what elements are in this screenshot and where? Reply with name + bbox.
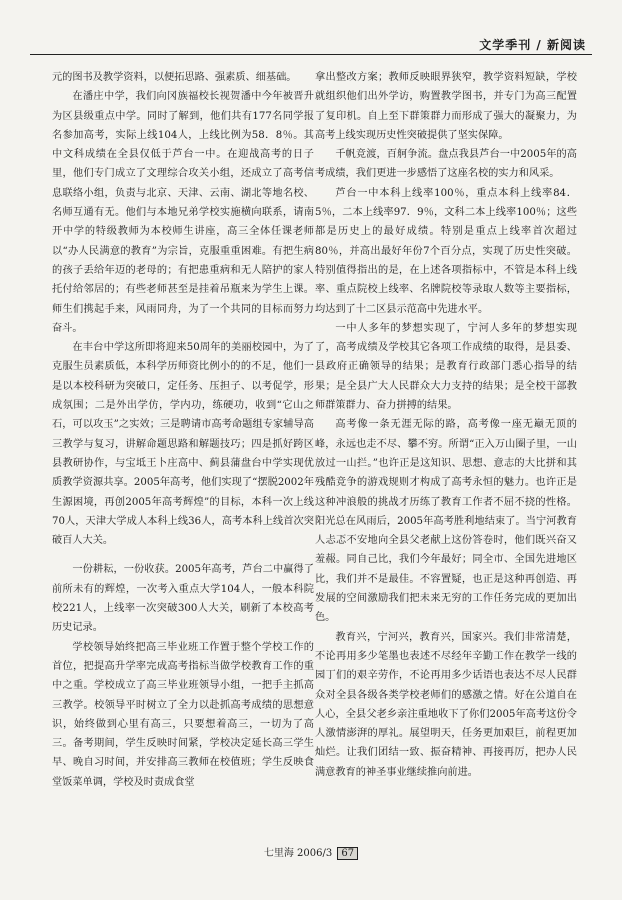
article-paragraph: 拿出整改方案；教师反映眼界狭窄，教学资料短缺，学校就组织他们出外学访，购置教学图书，并专门为高三配置了复印机。自上至下群策群力而形成了强大的凝聚力，为高考上线实现历史性突破提供了坚实保障。 (315, 72, 577, 141)
left-column (52, 68, 314, 828)
article-paragraph: 一份耕耘，一份收获。2005年高考，芦台二中赢得了前所未有的辉煌，一次考入重点大学104人，一般本科院校221人，上线率一次突破300人大关，刷新了本校高考历史记录。 (52, 564, 314, 634)
article-paragraph: 学校领导始终把高三毕业班工作置于整个学校工作的首位，把提高升学率完成高考指标当做学校教育工作的重中之重。学校成立了高三毕业班领导小组，一把手主抓高三教学。校领导平时树立了全力以赴抓高考成绩的思想意识，始终做到心里有高三，只要想着高三，一切为了高三。备考期间，学生反映时间紧，学校决定延长高三学生早、晚自习时间，并安排高三教师在校值班；学生反映食堂饭菜单调，学校及时责成食堂 (52, 641, 314, 788)
article-paragraph: 高考像一条无涯无际的路，高考像一座无巅无顶的峰，永远也走不尽、攀不穷。所谓“正入万山圈子里，一山放过一山拦。”也许正是这知识、思想、意志的大比拼和其残酷竞争的游戏规则才构成了高考永恒的魅力。也许正是这种冲浪般的挑战才历练了教育工作者不屈不挠的性格。阳光总在风雨后，2005年高考胜利地结束了。当宁河教育人忐忑不安地向全县父老献上这份答卷时，他们既兴奋又羞赧。同自己比，我们今年最好；同全市、全国先进地区比，我们并不是最佳。不容置疑，也正是这种再创造、再发展的空间激励我们把未来无穷的工作任务完成的更加出色。 (315, 419, 577, 624)
article-paragraph: 元的图书及教学资料，以便拓思路、强素质、细基础。 (52, 72, 297, 83)
article-paragraph: 一中人多年的梦想实现了，宁河人多年的梦想实现了，高考成绩及学校其它各项工作成绩的取得，是县委、县政府正确领导的结果；是教育行政部门悉心指导的结果；是全县广大人民群众大力支持的结果；是全校干部教师群策群力、奋力拼搏的结果。 (315, 322, 577, 412)
article-paragraph: 芦台一中本科上线率100％，重点本科上线率84．5％，二本上线率97．9％，文科二本上线率100％；这些都是历史上的最好成绩。特别是重点上线率首次超过80％，并高出最好年份7个百分点，实现了历史性突破。特别值得指出的是，在上述各项指标中，不管是本科上线率、重点院校上线率、名牌院校等录取人数等主要指标，均达到了十二区县示范高中先进水平。 (315, 187, 577, 315)
article-paragraph: 在潘庄中学，我们向冈族福校长视贺潘中今年被晋升为区县级重点中学。同时了解到，他们共有177名同学报名参加高考，实际上线104人，上线比例为58．8％。其中文科成绩在全县仅低于芦台一中。在迎战高考的日子里，他们专门成立了文理综合攻关小组，还成立了高考信息联络小组，负责与北京、天津、云南、湖北等地名校、名师互通有无。他们与本地兄弟学校实施横向联系，请南开中学的特级教师为本校师生讲座，高三全体任课老师以“办人民满意的教育”为宗旨，克服重重困难。有把生病的孩子丢给年迈的老母的；有把患重病和无人陪护的家人托付给邻居的；有些老师甚至是挂着吊瓶来为学生上课。师生们携起手来，风雨同舟，为了一个共同的目标而努力奋斗。 (52, 91, 314, 334)
page-number: 67 (337, 847, 358, 860)
right-column (315, 68, 577, 828)
page-footer (0, 844, 622, 860)
article-paragraph: 在丰台中学这所即将迎来50周年的美丽校园中，为了克服生员素质低，本科学历师资比例小的的不足，他们一是以本校科研为突破口，定任务、压担子、以考促学，形成氛围；二是外出学仿，学内功，练硬功，收到“它山之石，可以攻玉”之实效；三是聘请市高考命题组专家辅导高三教学与复习，讲解命题思路和解题技巧；四是抓好跨区县教研协作，与宝坻王卜庄高中、蓟县蒲盘台中学实现优质教学资源共享。2005年高考，他们实现了“摆脱2002年生源困境，再创2005年高考辉煌”的目标，本科一次上线70人，天津大学成人本科上线36人，高考本科上线首次突破百人大关。 (52, 342, 314, 547)
footer-journal: 七里海 2006/3 (263, 848, 333, 859)
journal-section-title: 文学季刊 / 新阅读 (479, 38, 586, 52)
article-paragraph: 教育兴，宁河兴，教育兴，国家兴。我们非常清楚，不论再用多少笔墨也表述不尽经年辛勤工作在教学一线的园丁们的艰辛劳作，不论再用多少话语也表达不尽人民群众对全县各级各类学校老师们的感激之情。好在公道自在人心，全县父老乡亲注重地收下了你们2005年高考这份令人激情澎湃的厚礼。展望明天，任务更加艰巨，前程更加灿烂。让我们团结一致、振奋精神、再接再厉，把办人民满意教育的神圣事业继续推向前进。 (315, 631, 577, 778)
article-paragraph: 千帆竞渡，百舸争流。盘点我县芦台一中2005年的高考成绩，我们更进一步感悟了这座名校的实力和风采。 (315, 149, 577, 180)
header-rule (30, 54, 592, 55)
page-header (30, 22, 592, 58)
